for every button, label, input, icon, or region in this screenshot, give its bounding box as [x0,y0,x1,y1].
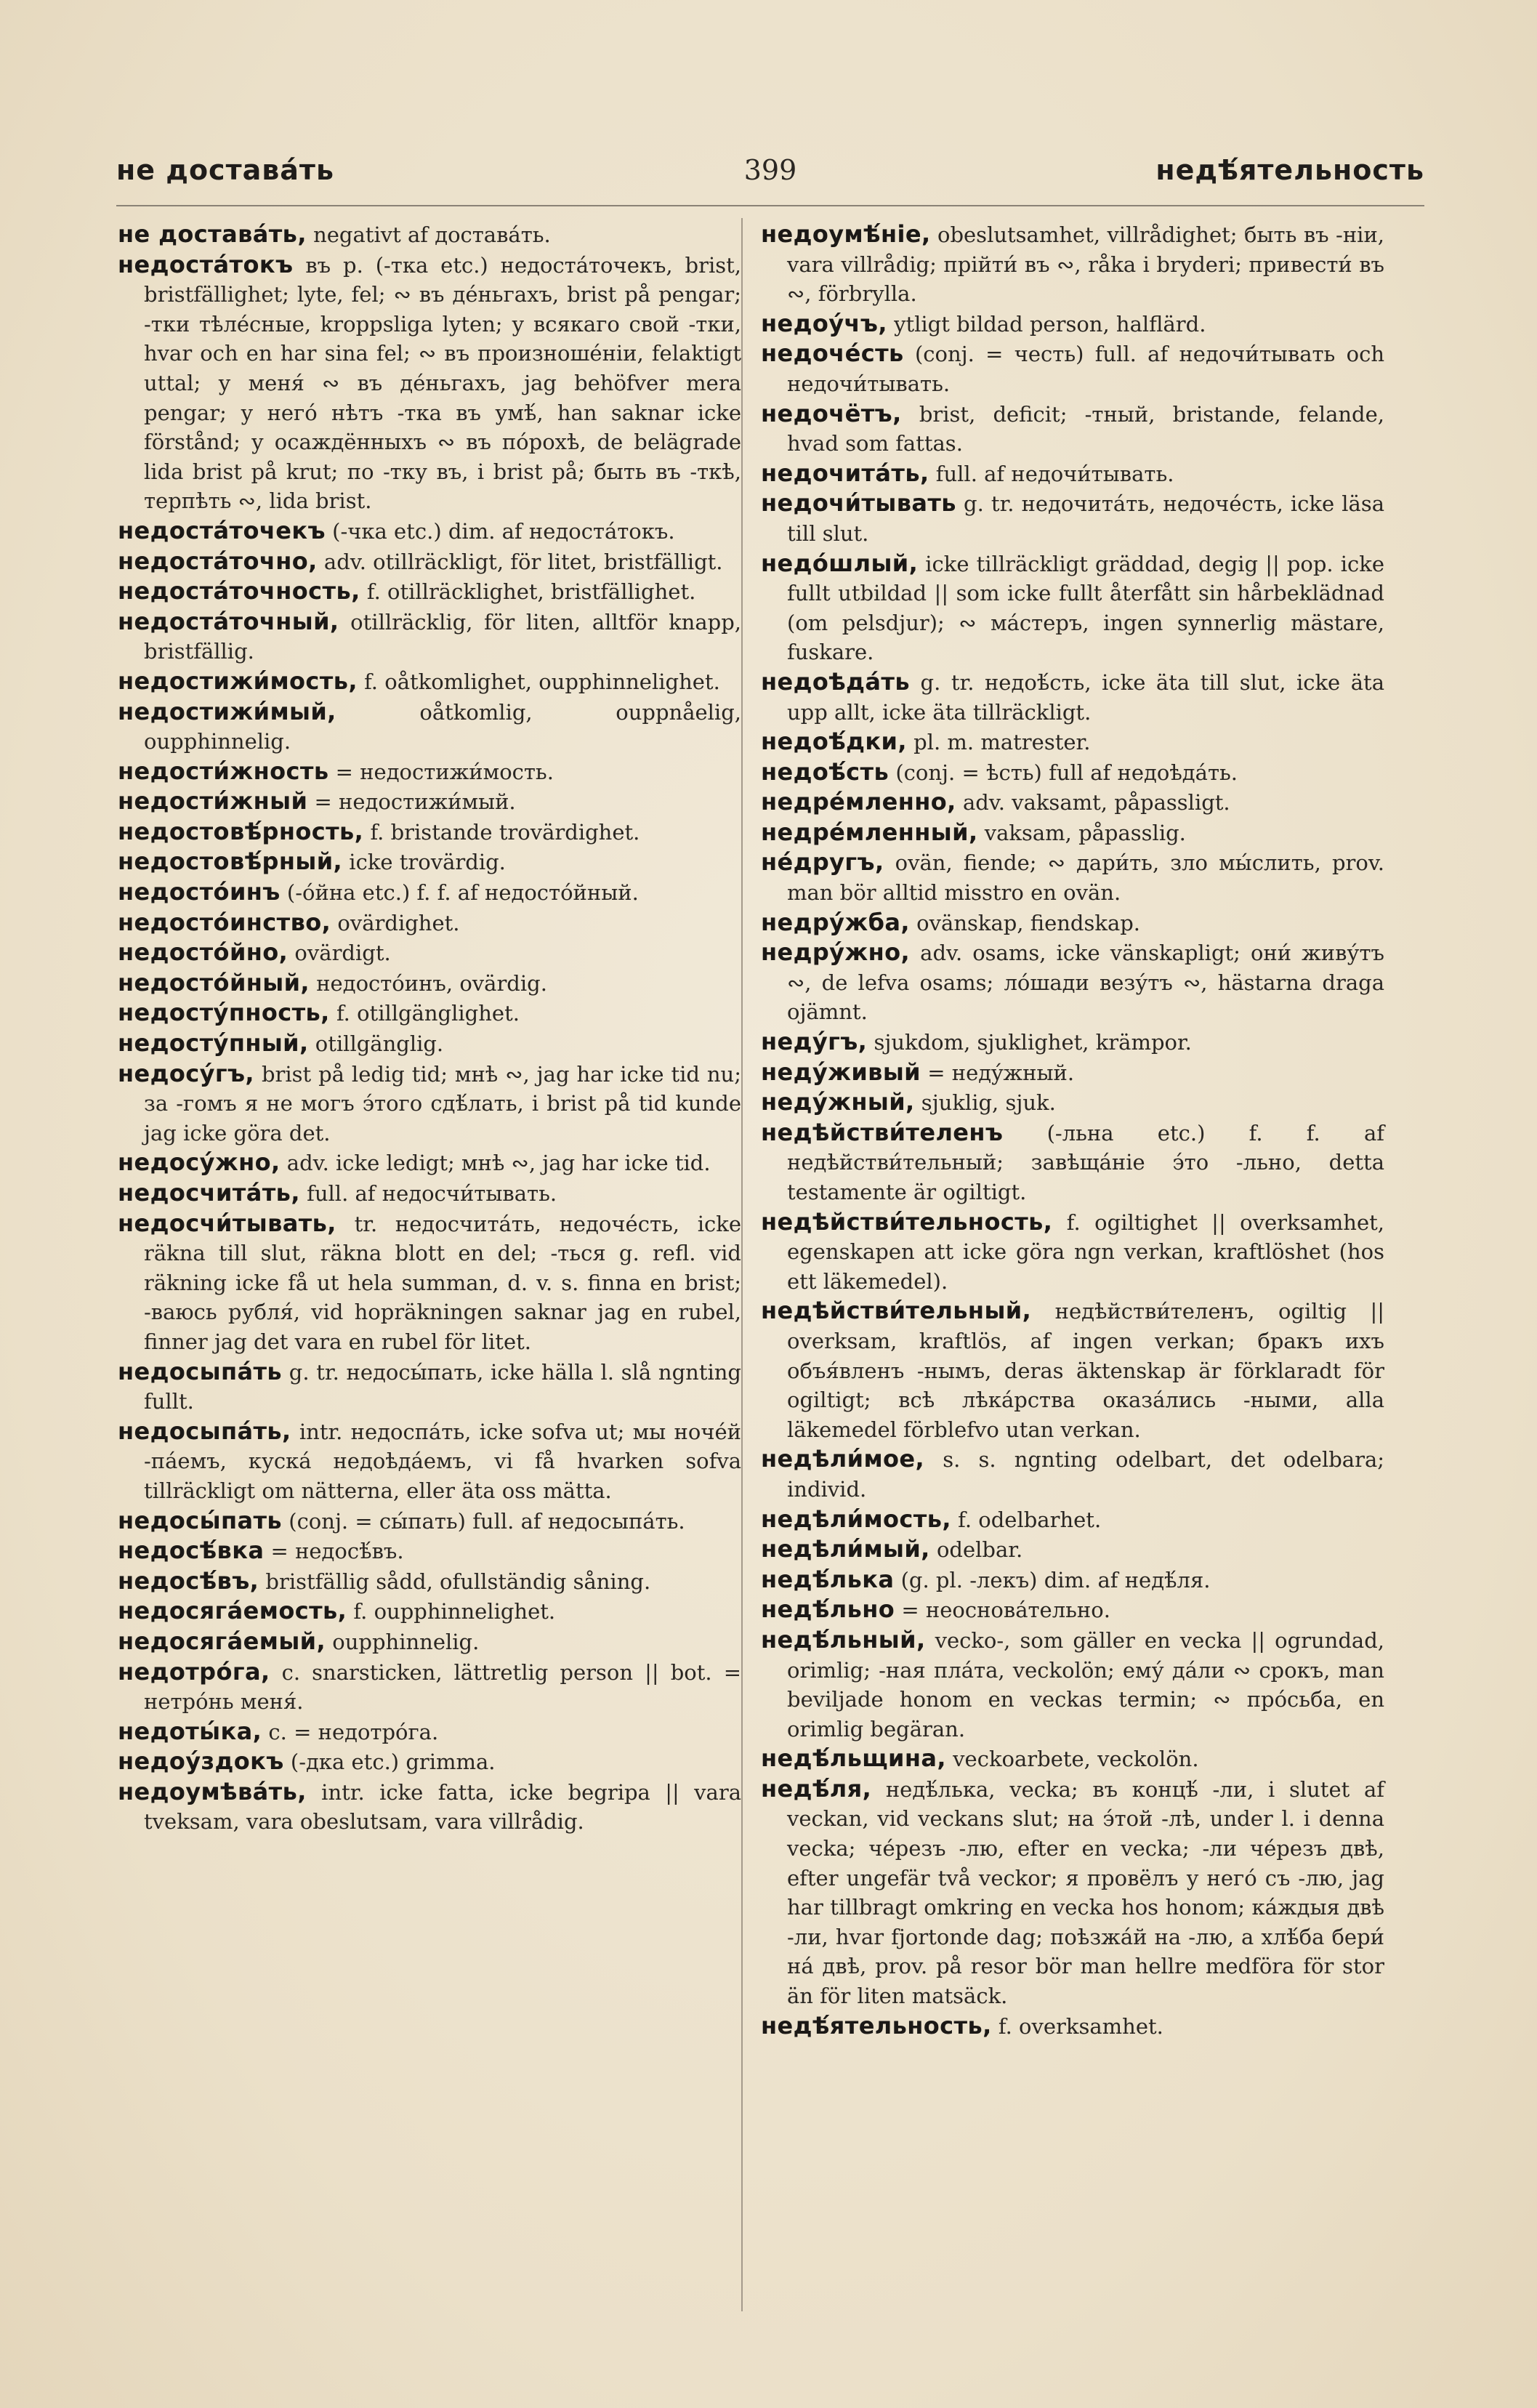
entry-headword: недочитáть, [761,459,929,487]
entry-definition: ovärdigt. [288,941,391,966]
dictionary-entry [761,2011,1384,2042]
entry-definition: icke tillräckligt gräddad, degig || pop. icke fullt utbildad || som icke fullt återfått sin hårbeklädnad (om pelsdjur); ∾ мáстеръ, ingen synnerlig mästare, fuskare. [787,551,1384,665]
entry-definition: odelbar. [929,1537,1023,1563]
dictionary-entry [118,1596,741,1627]
entry-definition: (-óйна etc.) f. f. af недостóйный. [280,880,639,906]
entry-headword: недѣ́льный, [761,1625,926,1654]
entry-headword: недýживый [761,1058,921,1086]
dictionary-entry [761,459,1384,489]
entry-definition: adv. osams, icke vänskapligt; они́ живу́тъ ∾, de lefva osams; лóшади везу́тъ ∾, hästarna draga ojämnt. [787,941,1384,1025]
dictionary-entry [761,1444,1384,1504]
entry-headword: недостовѣ́рность, [118,817,364,845]
dictionary-entry [118,968,741,999]
header-left-guideword: не доставáть [116,154,334,186]
dictionary-entry [761,667,1384,727]
dictionary-entry [761,787,1384,818]
dictionary-entry [118,1059,741,1148]
entry-headword: недостóинъ [118,878,281,906]
entry-definition: f. bristande trovärdighet. [363,819,640,845]
entry-headword: недѣли́мый, [761,1535,930,1563]
entry-definition: ytligt bildad person, halflärd. [887,311,1206,337]
dictionary-entry [761,1118,1384,1207]
entry-definition: = недýжный. [921,1060,1075,1085]
entry-definition: f. overksamhet. [991,2013,1163,2039]
entry-headword: недостовѣ́рный, [118,847,343,876]
entry-definition: negativt af доставáть. [306,222,551,247]
entry-definition: = неосновáтельно. [895,1598,1110,1623]
dictionary-entry [118,877,741,908]
entry-definition: = недостижи́мость. [328,759,554,784]
entry-headword: нéдругъ, [761,848,884,877]
dictionary-entry [761,727,1384,757]
entry-headword: недѣйстви́тельный, [761,1297,1032,1325]
entry-definition: g. tr. недоѣ́сть, icke äta till slut, icke äta upp allt, icke äta tillräckligt. [787,669,1384,725]
entry-headword: недостáтокъ [118,250,294,278]
entry-headword: недостáточный, [118,607,339,635]
dictionary-entry [761,757,1384,788]
dictionary-entry [118,998,741,1028]
dictionary-entry [761,1296,1384,1444]
entry-definition: f. otillgänglighet. [329,1001,520,1026]
entry-definition: c. snarsticken, lättretlig person || bot. = нетрóнь меня́. [144,1659,741,1715]
left-column [118,220,741,1837]
dictionary-entry [118,250,741,516]
entry-definition: sjuklig, sjuk. [914,1090,1056,1116]
entry-headword: недрéмленно, [761,788,956,816]
entry-headword: недру́жно, [761,938,911,967]
entry-headword: недоты́ка, [118,1717,262,1745]
entry-headword: недѣли́мое, [761,1445,925,1473]
entry-headword: недѣ́ятельность, [761,2011,992,2039]
entry-definition: sjukdom, sjuklighet, krämpor. [867,1030,1192,1055]
entry-definition: недостóинъ, ovärdig. [310,970,547,996]
entry-definition: obeslutsamhet, villrådighet; быть въ -ніи, vara villrådig; прійти́ въ ∾, råka i bryderi; привести́ въ ∾, förbrylla. [787,222,1384,307]
dictionary-entry [761,339,1384,398]
page-number: 399 [743,154,797,186]
entry-headword: недосчи́тывать, [118,1209,336,1237]
entry-headword: недочётъ, [761,399,902,427]
entry-definition: f. otillräcklighet, bristfällighet. [360,579,696,605]
entry-headword: недосту́пность, [118,999,330,1027]
dictionary-entry [118,1417,741,1506]
dictionary-entry [118,1747,741,1777]
entry-headword: недостáточекъ [118,516,326,544]
entry-definition: (g. pl. -лекъ) dim. af недѣ́ля. [894,1567,1211,1592]
dictionary-entry [761,220,1384,309]
entry-headword: недостóйный, [118,968,310,996]
dictionary-entry [118,547,741,577]
right-column [761,220,1384,2041]
entry-definition: f. ogiltighet || overksamhet, egenskapen att icke göra ngn verkan, kraftlöshet (hos ett läkemedel). [787,1209,1384,1294]
dictionary-entry [118,1357,741,1417]
entry-definition: adv. icke ledigt; мнѣ ∾, jag har icke tid. [280,1151,711,1176]
entry-headword: недоумѣвáть, [118,1777,307,1805]
entry-definition: adv. otillräckligt, för litet, bristfälligt. [317,549,723,574]
entry-definition: ovänskap, fiendskap. [909,910,1141,935]
entry-definition: icke trovärdig. [342,850,506,875]
dictionary-entry [118,938,741,968]
entry-definition: s. s. ngnting odelbart, det odelbara; individ. [787,1447,1384,1502]
entry-headword: недости́жный [118,787,308,816]
entry-definition: oåtkomlig, ouppnåelig, oupphinnelig. [144,699,741,754]
entry-headword: недосчитáть, [118,1179,300,1207]
entry-headword: недосыпáть, [118,1417,291,1445]
entry-definition: (-льна etc.) f. f. af недѣйстви́тельный; завѣщáніе э́то -льно, detta testamente är ogiltigt. [787,1120,1384,1204]
dictionary-entry [118,1566,741,1597]
entry-headword: недоѣ́дки, [761,728,907,756]
entry-definition: vecko-, som gäller en vecka || ogrundad, orimlig; -ная плáта, veckolön; ему́ дáли ∾ срокъ, man beviljade honom en veckas termin; ∾ прóсьба, en orimlig begäran. [787,1627,1384,1741]
entry-definition: f. oupphinnelighet. [347,1599,556,1624]
entry-definition: c. = недотрóга. [262,1719,439,1744]
entry-definition: (conj. = честь) full. af недочи́тывать och недочи́тывать. [787,342,1384,396]
entry-headword: недосу́гъ, [118,1059,254,1087]
header-rule [116,205,1424,206]
entry-headword: недýжный, [761,1088,915,1116]
entry-definition: (conj. = ѣсть) full af недоѣдáть. [889,760,1238,785]
dictionary-entry [118,1717,741,1747]
entry-headword: недѣ́ля, [761,1774,872,1803]
entry-definition: intr. icke fatta, icke begripa || vara tveksam, vara obeslutsam, vara villrådig. [144,1779,741,1835]
page-header [116,154,1424,198]
entry-headword: недостáточность, [118,577,360,605]
dictionary-entry [761,847,1384,907]
dictionary-entry [118,697,741,757]
entry-definition: otillräcklig, för liten, alltför knapp, bristfällig. [144,609,741,664]
dictionary-entry [118,1148,741,1178]
dictionary-entry [118,1506,741,1537]
entry-headword: недрéмленный, [761,818,978,846]
dictionary-entry [761,1595,1384,1625]
dictionary-entry [761,1027,1384,1058]
entry-headword: недостижи́мый, [118,697,336,725]
entry-definition: = недостижи́мый. [307,789,516,815]
header-right-guideword: недѣ́ятельность [1155,154,1424,186]
dictionary-entry [761,1207,1384,1297]
dictionary-entry [761,1087,1384,1118]
entry-definition: g. tr. недосы́пать, icke hälla l. slå ngnting fullt. [144,1359,741,1414]
entry-headword: недосѣ́въ, [118,1566,259,1595]
entry-headword: недýгъ, [761,1028,868,1056]
dictionary-entry [761,488,1384,548]
entry-definition: tr. недосчитáть, недочéсть, icke räkna till slut, räkna blott en del; -ться g. refl. vid räkning icke få ut hela summan, d. v. s. finna en brist; -ваюсь рубля́, vid hopräkningen saknar jag en rubel, finner jag det vara en rubel för litet. [144,1211,741,1354]
dictionary-entry [118,1028,741,1059]
entry-headword: недочéсть [761,339,904,368]
entry-definition: otillgänglig. [308,1031,444,1057]
dictionary-entry [118,757,741,787]
dictionary-entry [118,1627,741,1657]
entry-definition: недѣ́лька, vecka; въ концѣ́ -ли, i slutet af veckan, vid veckans slut; на э́той -лѣ, under l. i denna vecka; чéрезъ -лю, efter en vecka; -ли чéрезъ двѣ, efter ungefär två veckor; я провёлъ у негó съ -лю, jag har tillbragt omkring en vecka hos honom; кáждыя двѣ -ли, hvar fjortonde dag; поѣзжáй на -лю, а хлѣ́ба бери́ нá двѣ, prov. på resor bör man hellre medföra för stor än för liten matsäck. [787,1776,1384,2009]
entry-headword: не доставáть, [118,220,307,248]
entry-headword: недосы́пать [118,1506,283,1534]
dictionary-entry [761,309,1384,339]
column-divider [741,218,743,2311]
entry-headword: недосту́пный, [118,1029,309,1058]
dictionary-entry [118,607,741,667]
entry-headword: недостáточно, [118,547,318,575]
entry-definition: adv. vaksamt, påpassligt. [956,790,1230,816]
entry-definition: g. tr. недочитáть, недочéсть, icke läsa till slut. [787,491,1384,546]
dictionary-entry [118,1777,741,1837]
entry-definition: = недосѣ́въ. [264,1539,404,1564]
entry-headword: недѣйстви́теленъ [761,1118,1004,1146]
dictionary-entry [761,1534,1384,1565]
entry-headword: недоу́здокъ [118,1747,284,1776]
entry-definition: intr. недоспáть, icke sofva ut; мы ночéй -пáемъ, кускá недоѣдáемъ, vi få hvarken sofva tillräckligt om nätterna, eller äta oss mätta. [144,1419,741,1503]
dictionary-entry [761,1774,1384,2011]
entry-headword: недости́жность [118,757,329,785]
dictionary-entry [118,847,741,877]
dictionary-entry [118,908,741,938]
entry-definition: ovän, fiende; ∾ дари́ть, зло мы́слить, prov. man bör alltid misstro en ovän. [787,850,1384,906]
dictionary-entry [761,549,1384,667]
entry-definition: въ p. (-тка etc.) недостáточекъ, brist, bristfällighet; lyte, fel; ∾ въ дéньгахъ, brist på pengar; -тки тѣлéсные, kroppsliga lyten; у всякаго свой -тки, hvar och en har sina fel; ∾ въ произношéніи, felaktigt uttal; у меня́ ∾ въ дéньгахъ, jag behöfver mera pengar; у негó нѣтъ -тка въ умѣ́, han saknar icke förstånd; у осаждённыхъ ∾ въ пóрохѣ, de belägrade lida brist på krut; по -тку въ, i brist på; быть въ -ткѣ, терпѣть ∾, lida brist. [144,252,741,514]
dictionary-entry [761,1565,1384,1595]
entry-definition: bristfällig sådd, ofullständig såning. [259,1569,651,1594]
dictionary-entry [118,1178,741,1209]
dictionary-entry [761,908,1384,938]
dictionary-entry [761,818,1384,848]
dictionary-entry [118,786,741,817]
entry-definition: full. af недосчи́тывать. [299,1181,557,1206]
entry-definition: f. oåtkomlighet, oupphinnelighet. [357,669,720,694]
dictionary-entry [118,817,741,847]
dictionary-entry [761,938,1384,1027]
entry-headword: недосѣ́вка [118,1537,265,1565]
entry-headword: недру́жба, [761,908,910,936]
dictionary-entry [118,516,741,547]
entry-headword: недостóинство, [118,908,331,936]
entry-definition: vaksam, påpasslig. [977,820,1186,845]
entry-headword: недѣ́льщина, [761,1744,946,1773]
entry-headword: недостижи́мость, [118,667,358,695]
dictionary-entry [761,1744,1384,1774]
entry-definition: (-дка etc.) grimma. [283,1749,496,1775]
entry-headword: недоѣ́сть [761,757,889,786]
dictionary-entry [761,1058,1384,1088]
entry-definition: f. odelbarhet. [951,1507,1102,1532]
entry-definition: (conj. = сы́пать) full. af недосыпáть. [282,1508,685,1534]
entry-headword: недоу́чъ, [761,309,887,337]
entry-headword: недѣли́мость, [761,1505,951,1533]
dictionary-entry [118,220,741,250]
entry-headword: недоѣдáть [761,667,911,696]
entry-definition: (-чка etc.) dim. af недостáтокъ. [325,518,675,544]
dictionary-entry [118,1209,741,1357]
entry-headword: недосыпáть [118,1357,283,1385]
dictionary-entry [761,1625,1384,1744]
entry-headword: недочи́тывать [761,489,956,518]
entry-headword: недѣ́лька [761,1565,895,1593]
entry-headword: недосягáемый, [118,1627,326,1655]
entry-headword: недоумѣ́ніе, [761,220,931,248]
entry-definition: veckoarbete, veckolön. [945,1747,1199,1772]
entry-headword: недóшлый, [761,549,919,577]
entry-headword: недосу́жно, [118,1148,281,1177]
entry-headword: недѣйстви́тельность, [761,1207,1053,1236]
dictionary-entry [118,576,741,607]
dictionary-entry [118,667,741,697]
entry-definition: oupphinnelig. [326,1629,480,1654]
entry-definition: ovärdighet. [331,910,460,935]
dictionary-entry [761,399,1384,459]
dictionary-entry [761,1505,1384,1535]
entry-headword: недотрóга, [118,1657,270,1686]
entry-definition: full. af недочи́тывать. [929,461,1174,486]
entry-headword: недѣ́льно [761,1595,895,1624]
entry-headword: недостóйно, [118,938,289,967]
entry-definition: недѣйстви́теленъ, ogiltig || overksam, kraftlös, af ingen verkan; бракъ ихъ объя́вленъ -нымъ, deras äktenskap är förklaradt för ogiltigt; всѣ лѣкáрства оказáлись -ными, alla läkemedel förblefvo utan verkan. [787,1299,1384,1442]
entry-definition: pl. m. matrester. [906,730,1091,755]
entry-definition: brist på ledig tid; мнѣ ∾, jag har icke tid nu; за -гомъ я не могъ э́того сдѣ́лать, i brist på tid kunde jag icke göra det. [144,1061,741,1145]
entry-headword: недосягáемость, [118,1597,347,1625]
dictionary-entry [118,1536,741,1566]
dictionary-entry [118,1657,741,1717]
entry-definition: brist, deficit; -тный, bristande, felande, hvad som fattas. [787,401,1384,456]
